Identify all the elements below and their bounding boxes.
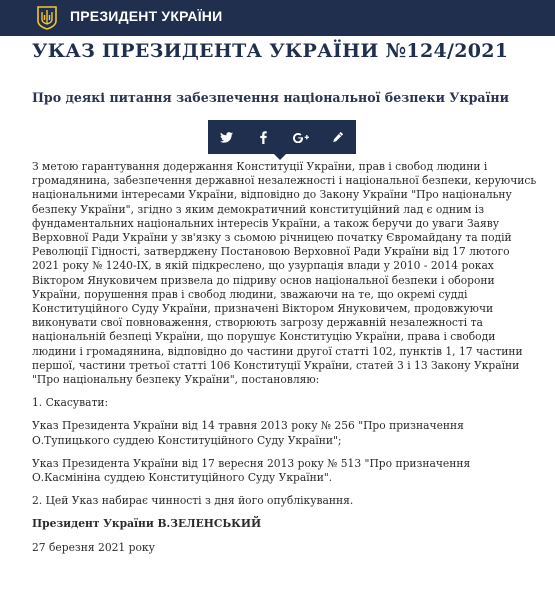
top-bar: [0, 0, 555, 36]
facebook-icon: [260, 131, 267, 144]
edit-button[interactable]: [319, 120, 356, 154]
decree-body: [32, 160, 538, 564]
page-subtitle: Про деякі питання забезпечення національної безпеки України: [32, 90, 509, 105]
preamble-paragraph: З метою гарантування додержання Конституції України, прав і свобод людини і громадянина, забезпечення державної незалежності і національної безпеки, керуючись національними інтересами України, відповідно до Закону України "Про національну безпеку України", згідно з яким демократичний конституційний лад є одним із фундаментальних національних інтересів України, а також беручи до уваги Заяву Верховної Ради України у зв'язку з сьомою річницею початку Євромайдану та подій Революції Гідності, затверджену Постановою Верховної Ради України від 17 лютого 2021 року № 1240-IX, в якій підкреслено, що узурпація влади у 2010 - 2014 роках Віктором Януковичем призвела до підриву основ національної безпеки і оборони України, порушення прав і свобод людини, зважаючи на те, що окремі судді Конституційного Суду України, призначені Віктором Януковичем, продовжуючи виконувати свої повноваження, створюють загрозу державній незалежності та національній безпеці України, що порушує Конституцію України, права і свободи людини і громадянина, відповідно до частини другої статті 102, пунктів 1, 17 частини першої, частини третьої статті 106 Конституції України, статей 3 і 13 Закону України "Про національну безпеку України", постановляю:: [32, 160, 537, 387]
twitter-share-button[interactable]: [208, 120, 245, 154]
facebook-share-button[interactable]: [245, 120, 282, 154]
google-plus-share-button[interactable]: [282, 120, 319, 154]
decree-date: 27 березня 2021 року: [32, 540, 155, 554]
google-plus-icon: [293, 132, 309, 143]
page-title: УКАЗ ПРЕЗИДЕНТА УКРАЇНИ №124/2021: [32, 40, 509, 62]
paragraph-1: 1. Скасувати:: [32, 396, 109, 410]
paragraph-4: 2. Цей Указ набирає чинності з дня його опублікування.: [32, 494, 354, 508]
paragraph-2: Указ Президента України від 14 травня 2013 року № 256 "Про призначення О.Тупицького суддею Конституційного Суду України";: [32, 419, 464, 447]
trident-emblem-icon[interactable]: [36, 6, 58, 30]
pencil-icon: [332, 131, 344, 143]
twitter-icon: [220, 132, 233, 143]
paragraph-3: Указ Президента України від 17 вересня 2013 року № 513 "Про призначення О.Касмініна суддею Конституційного Суду України".: [32, 456, 471, 485]
signature: Президент України В.ЗЕЛЕНСЬКИЙ: [32, 517, 262, 531]
share-bar: [208, 120, 356, 154]
site-title[interactable]: ПРЕЗИДЕНТ УКРАЇНИ: [70, 8, 223, 24]
